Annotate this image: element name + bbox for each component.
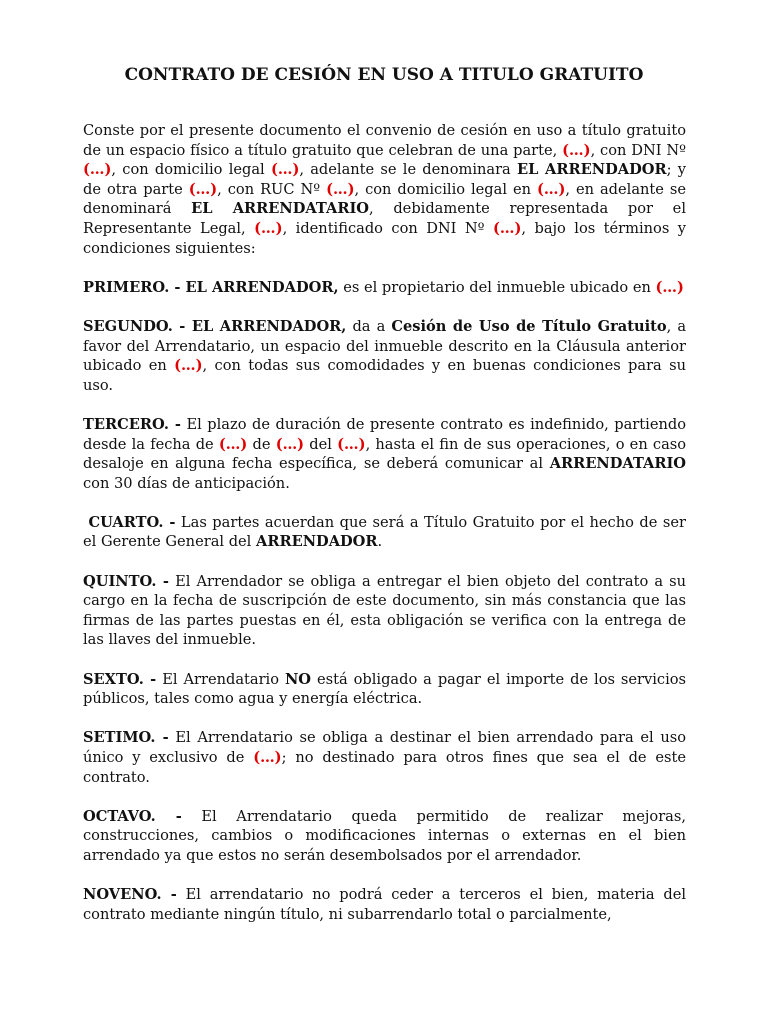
- placeholder-space-location: (…): [174, 357, 203, 375]
- clause-noveno: [83, 885, 686, 924]
- placeholder-day: (…): [218, 435, 248, 453]
- clause-primero-label: PRIMERO. - EL ARRENDADOR,: [83, 278, 339, 296]
- placeholder-representative: (…): [254, 219, 283, 237]
- clause-segundo-label: SEGUNDO. - EL ARRENDADOR,: [83, 317, 347, 335]
- intro-text-8: , en adelante se denominará: [83, 180, 687, 218]
- intro-text-4: , adelante se le denominara: [299, 161, 511, 179]
- clause-segundo: [83, 317, 686, 395]
- clause-octavo: [83, 807, 686, 866]
- placeholder-year: (…): [337, 435, 366, 453]
- clause-tercero-text-1: El plazo de duración de presente contrato es indefinido, partiendo desde la fecha de: [83, 415, 686, 453]
- clause-segundo-text-1: da a: [352, 317, 386, 335]
- clause-primero: [83, 278, 686, 298]
- intro-text-3: , con domicilio legal: [111, 161, 265, 179]
- clause-cuarto-bold: ARRENDADOR: [256, 533, 378, 551]
- placeholder-company: (…): [188, 180, 218, 198]
- placeholder-dni: (…): [83, 161, 112, 179]
- intro-paragraph: [83, 121, 686, 258]
- intro-text-5: ; y de otra parte: [83, 161, 686, 198]
- clause-octavo-label: OCTAVO. -: [83, 807, 182, 825]
- clause-setimo-label: SETIMO. -: [83, 729, 169, 747]
- intro-text-10: , identificado con DNI Nº: [282, 219, 485, 237]
- intro-arrendatario: EL ARRENDATARIO: [191, 200, 369, 218]
- intro-text-11: , bajo los términos y condiciones siguientes:: [83, 219, 687, 257]
- clause-tercero-bold: ARRENDATARIO: [549, 455, 687, 473]
- clause-sexto: [83, 670, 686, 709]
- intro-text-1: Conste por el presente documento el convenio de cesión en uso a título gratuito de un espacio físico a título gratuito que celebran de una parte,: [83, 122, 686, 159]
- placeholder-representative-dni: (…): [492, 219, 522, 237]
- clause-noveno-label: NOVENO. -: [83, 886, 177, 904]
- clause-setimo-text-1: El Arrendatario se obliga a destinar el bien arrendado para el uso único y exclusivo de: [83, 729, 686, 766]
- clause-segundo-text-3: , con todas sus comodidades y en buenas condiciones para su uso.: [83, 357, 686, 394]
- clause-cuarto: [83, 513, 686, 552]
- clause-quinto-label: QUINTO. -: [83, 572, 169, 590]
- intro-text-2: , con DNI Nº: [590, 141, 686, 159]
- clause-sexto-label: SEXTO. -: [83, 670, 157, 688]
- clause-quinto-text: El Arrendador se obliga a entregar el bien objeto del contrato a su cargo en la fecha de suscripción de este documento, sin más constancia que las firmas de las partes puestas en él, esta obligación se verifica con la entrega de las llaves del inmueble.: [83, 572, 686, 649]
- clause-tercero-text-5: con 30 días de anticipación.: [83, 474, 290, 492]
- clause-octavo-text: El Arrendatario queda permitido de realizar mejoras, construcciones, cambios o modificaciones internas o externas en el bien arrendado ya que estos no serán desembolsados por el arrendador.: [83, 807, 687, 864]
- clause-quinto: [83, 572, 686, 650]
- placeholder-company-address: (…): [536, 180, 566, 198]
- intro-arrendador: EL ARRENDADOR: [517, 161, 667, 179]
- clause-cuarto-text-1: Las partes acuerdan que será a Título Gratuito por el hecho de ser el Gerente General del: [83, 513, 687, 551]
- clause-cuarto-label: CUARTO. -: [88, 513, 176, 531]
- placeholder-party-name: (…): [562, 141, 591, 159]
- clause-noveno-text: El arrendatario no podrá ceder a terceros el bien, materia del contrato mediante ningún título, ni subarrendarlo total o parcialmente,: [83, 886, 686, 923]
- clause-tercero-text-3: del: [309, 435, 332, 453]
- clause-tercero-text-4: , hasta el fin de sus operaciones, o en caso desaloje en alguna fecha específica, se deberá comunicar al: [83, 435, 687, 473]
- document-body: [83, 121, 686, 944]
- clause-sexto-bold: NO: [284, 670, 312, 688]
- clause-primero-text: es el propietario del inmueble ubicado en: [343, 278, 651, 296]
- clause-tercero: [83, 415, 686, 493]
- clause-sexto-text-2: está obligado a pagar el importe de los servicios públicos, tales como agua y energía eléctrica.: [83, 670, 687, 708]
- document-title: CONTRATO DE CESIÓN EN USO A TITULO GRATUITO: [124, 65, 644, 85]
- clause-setimo: [83, 728, 686, 787]
- clause-setimo-text-2: ; no destinado para otros fines que sea el de este contrato.: [83, 749, 687, 786]
- intro-text-9: , debidamente representada por el Representante Legal,: [83, 200, 686, 237]
- placeholder-month: (…): [275, 435, 305, 453]
- intro-text-7: , con domicilio legal en: [354, 180, 531, 198]
- placeholder-property-location: (…): [655, 278, 684, 296]
- clause-segundo-text-2: , a favor del Arrendatario, un espacio del inmueble descrito en la Cláusula anterior ubicado en: [83, 317, 687, 375]
- intro-text-6: , con RUC Nº: [217, 180, 321, 198]
- clause-segundo-bold: Cesión de Uso de Título Gratuito: [391, 317, 667, 335]
- placeholder-use: (…): [253, 749, 282, 766]
- clause-cuarto-text-2: .: [377, 533, 383, 551]
- clause-tercero-label: TERCERO. -: [83, 415, 181, 433]
- clause-tercero-text-2: de: [252, 435, 271, 453]
- placeholder-ruc: (…): [326, 180, 355, 198]
- clause-sexto-text-1: El Arrendatario: [162, 670, 280, 688]
- placeholder-address: (…): [270, 161, 300, 179]
